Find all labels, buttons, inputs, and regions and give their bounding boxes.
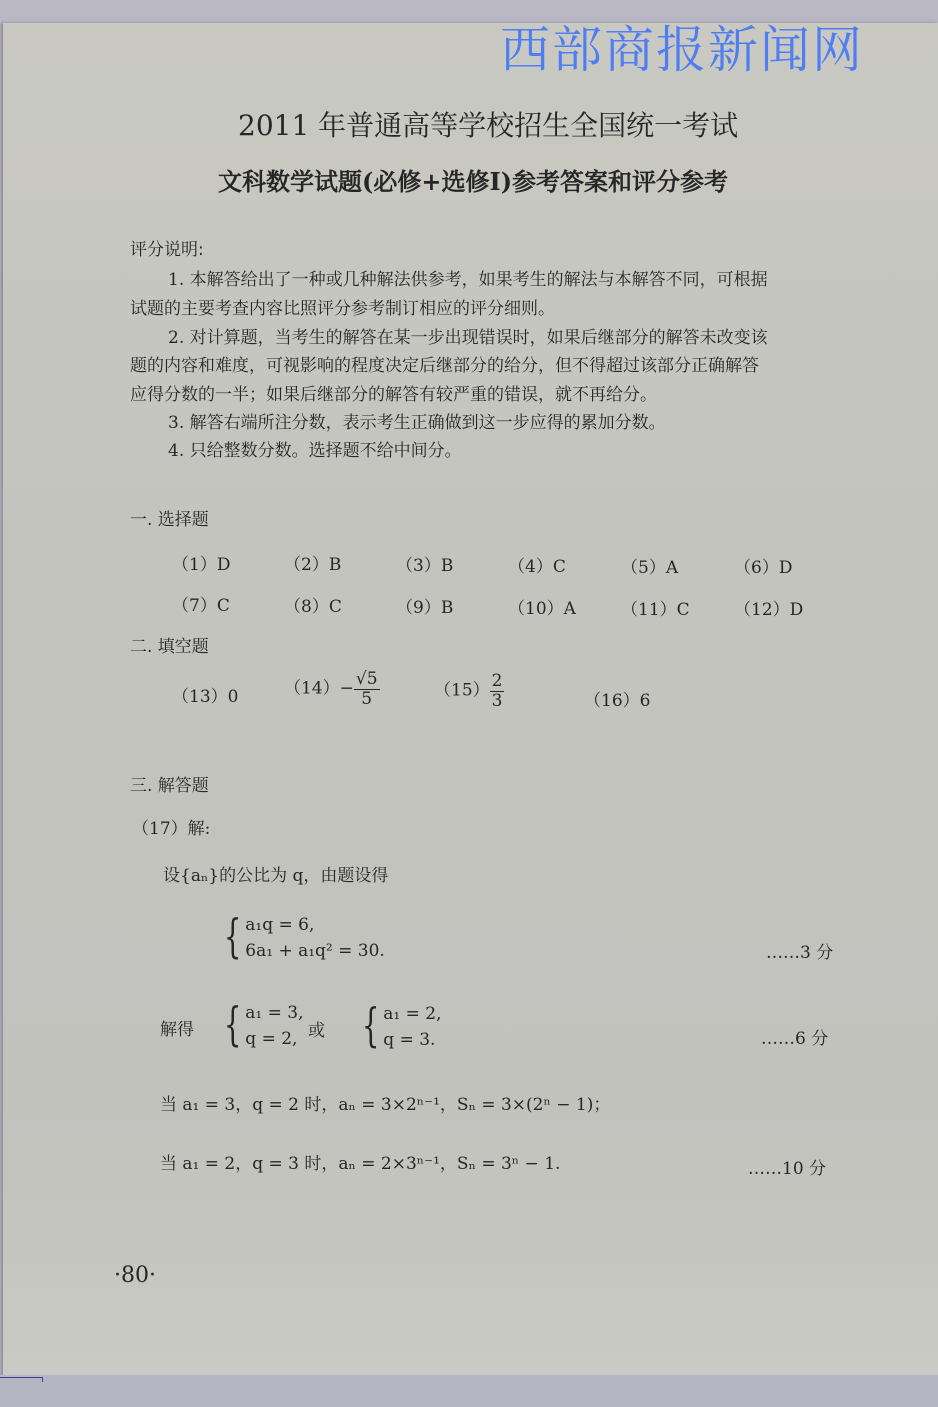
instruction-line: 4. 只给整数分数。选择题不给中间分。 (168, 441, 462, 461)
ink-mark (0, 1377, 43, 1382)
solution-line: 设{aₙ}的公比为 q，由题设得 (163, 866, 389, 886)
answer-item: （13）0 (172, 687, 239, 707)
equation-system: { a₁q = 6, 6a₁ + a₁q² = 30. (223, 909, 385, 963)
answer-item: （10）A (508, 599, 576, 619)
score-mark: ……3 分 (766, 943, 834, 963)
instruction-line: 试题的主要考查内容比照评分参考制订相应的评分细则。 (130, 299, 555, 319)
answer-item: （7）C (172, 596, 230, 616)
equation-system: { a₁ = 2, q = 3. (361, 998, 442, 1052)
answer-item-fraction: （15） $\frac{2}{3}$ (434, 671, 503, 711)
page-number: ·80· (114, 1263, 156, 1288)
score-mark: ……6 分 (761, 1029, 829, 1049)
answer-item: （11）C (621, 600, 690, 620)
answer-item: （5）A (621, 558, 679, 578)
watermark: 西部商报新闻网 (500, 21, 864, 79)
solve-label: 解得 (160, 1020, 194, 1040)
solution-line: 当 a₁ = 2，q = 3 时，aₙ = 2×3ⁿ⁻¹，Sₙ = 3ⁿ − 1. (160, 1154, 561, 1174)
answer-item: （3）B (396, 556, 454, 576)
answer-item: （12）D (734, 600, 804, 620)
answer-item: （2）B (284, 555, 342, 575)
answer-item: （9）B (396, 598, 454, 618)
fraction: $\frac{2}{3}$ (491, 671, 503, 711)
page-title: 2011 年普通高等学校招生全国统一考试 (238, 109, 739, 142)
fraction: $\frac{√5}{5}$ (355, 669, 378, 709)
instructions-heading: 评分说明: (130, 240, 204, 260)
or-label: 或 (308, 1021, 325, 1041)
instruction-line: 应得分数的一半；如果后继部分的解答有较严重的错误，就不再给分。 (130, 385, 657, 405)
section-heading-solution: 三. 解答题 (130, 776, 209, 796)
equation-system: { a₁ = 3, q = 2, (223, 997, 304, 1051)
solution-line: 当 a₁ = 3，q = 2 时，aₙ = 3×2ⁿ⁻¹，Sₙ = 3×(2ⁿ − 1)； (160, 1095, 611, 1115)
instruction-line: 题的内容和难度，可视影响的程度决定后继部分的给分，但不得超过该部分正确解答 (130, 356, 759, 376)
instruction-line: 2. 对计算题，当考生的解答在某一步出现错误时，如果后继部分的解答未改变该 (168, 328, 768, 348)
answer-item: （6）D (734, 558, 793, 578)
answer-item: （1）D (172, 555, 231, 575)
answer-item: （4）C (508, 557, 566, 577)
instruction-line: 1. 本解答给出了一种或几种解法供参考，如果考生的解法与本解答不同，可根据 (168, 270, 768, 290)
answer-item: （16）6 (584, 691, 651, 711)
answer-item: （8）C (284, 597, 342, 617)
page-subtitle: 文科数学试题(必修+选修Ⅰ)参考答案和评分参考 (218, 167, 729, 196)
instruction-line: 3. 解答右端所注分数，表示考生正确做到这一步应得的累加分数。 (168, 413, 666, 433)
answer-item-fraction: （14）− $\frac{√5}{5}$ (284, 669, 378, 709)
score-mark: ……10 分 (748, 1159, 827, 1179)
section-heading-fill: 二. 填空题 (130, 637, 209, 657)
question-label: （17）解: (132, 819, 211, 839)
background-sheet (0, 1375, 938, 1407)
section-heading-choice: 一. 选择题 (130, 510, 209, 530)
